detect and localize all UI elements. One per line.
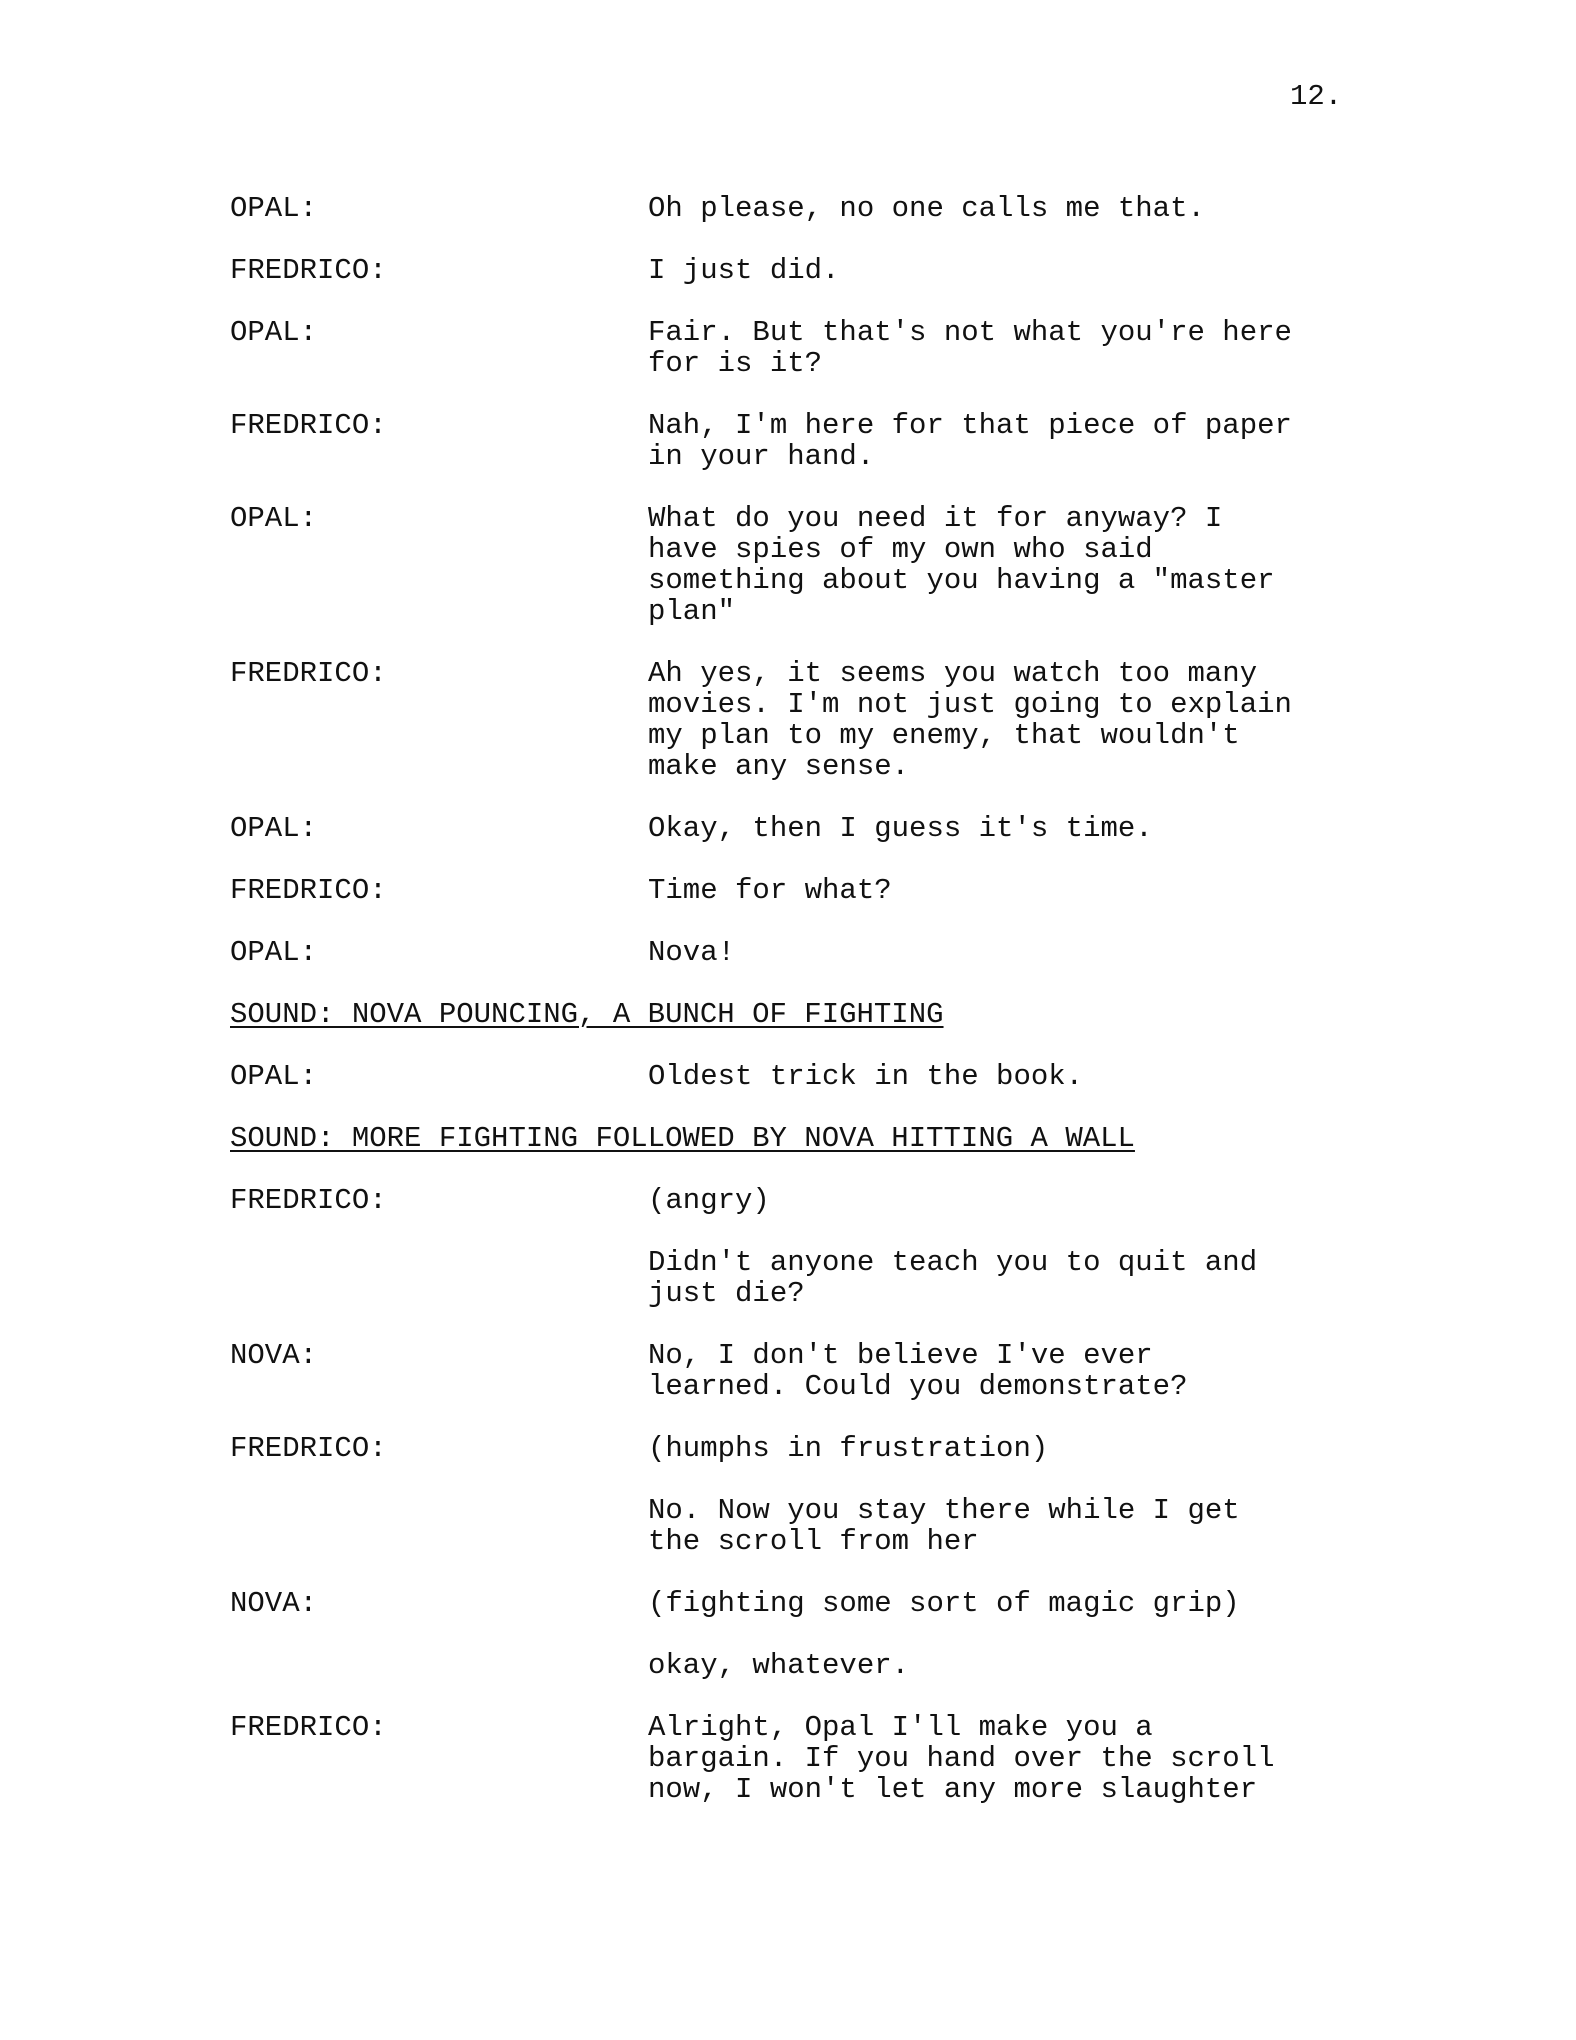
speaker-name: OPAL: xyxy=(230,936,318,969)
speaker-name: OPAL: xyxy=(230,316,318,349)
dialogue-entry xyxy=(230,875,1370,906)
dialogue-entry xyxy=(230,658,1370,782)
dialogue-line: Didn't anyone teach you to quit and just die? xyxy=(648,1246,1258,1310)
page-number: 12. xyxy=(1290,80,1343,113)
speaker-name: FREDRICO: xyxy=(230,409,387,442)
dialogue-entry xyxy=(230,1340,1370,1402)
dialogue-entry xyxy=(230,937,1370,968)
dialogue-line: Oh please, no one calls me that. xyxy=(648,192,1205,225)
script-body xyxy=(230,193,1370,1836)
dialogue-line: I just did. xyxy=(648,254,840,287)
dialogue-entry xyxy=(230,1433,1370,1464)
parenthetical-line: (angry) xyxy=(648,1184,770,1217)
dialogue-line: Fair. But that's not what you're here for is it? xyxy=(648,316,1292,380)
dialogue-line: Nah, I'm here for that piece of paper in your hand. xyxy=(648,409,1292,473)
speaker-name: NOVA: xyxy=(230,1587,318,1620)
dialogue-entry xyxy=(230,1061,1370,1092)
dialogue-line: Ah yes, it seems you watch too many movies. I'm not just going to explain my plan to my enemy, that wouldn't make any sense. xyxy=(648,657,1292,783)
dialogue-line: Time for what? xyxy=(648,874,892,907)
dialogue-line: What do you need it for anyway? I have spies of my own who said something about you having a "master plan" xyxy=(648,502,1275,628)
speaker-name: FREDRICO: xyxy=(230,254,387,287)
speaker-name xyxy=(230,1650,648,1681)
speaker-name: NOVA: xyxy=(230,1339,318,1372)
dialogue-line: Okay, then I guess it's time. xyxy=(648,812,1153,845)
speaker-name: FREDRICO: xyxy=(230,1184,387,1217)
dialogue-line: okay, whatever. xyxy=(648,1649,910,1682)
speaker-name: OPAL: xyxy=(230,502,318,535)
dialogue-entry xyxy=(230,193,1370,224)
sound-cue: SOUND: MORE FIGHTING FOLLOWED BY NOVA HITTING A WALL xyxy=(230,1122,1135,1155)
speaker-name: OPAL: xyxy=(230,192,318,225)
dialogue-entry xyxy=(230,1185,1370,1216)
speaker-name: FREDRICO: xyxy=(230,657,387,690)
dialogue-entry xyxy=(230,317,1370,379)
dialogue-entry xyxy=(230,255,1370,286)
dialogue-entry xyxy=(230,1588,1370,1619)
parenthetical-line: (humphs in frustration) xyxy=(648,1432,1049,1465)
speaker-name xyxy=(230,1495,648,1557)
speaker-name: OPAL: xyxy=(230,1060,318,1093)
parenthetical-line: (fighting some sort of magic grip) xyxy=(648,1587,1240,1620)
dialogue-entry xyxy=(230,1650,1370,1681)
sound-cue: SOUND: NOVA POUNCING, A BUNCH OF FIGHTING xyxy=(230,998,944,1031)
dialogue-line: No, I don't believe I've ever learned. Could you demonstrate? xyxy=(648,1339,1188,1403)
dialogue-line: Oldest trick in the book. xyxy=(648,1060,1084,1093)
dialogue-line: Alright, Opal I'll make you a bargain. If you hand over the scroll now, I won't let any more slaughter xyxy=(648,1711,1275,1806)
dialogue-entry xyxy=(230,503,1370,627)
dialogue-entry xyxy=(230,813,1370,844)
speaker-name: FREDRICO: xyxy=(230,1711,387,1744)
dialogue-line: No. Now you stay there while I get the scroll from her xyxy=(648,1494,1240,1558)
dialogue-line: Nova! xyxy=(648,936,736,969)
speaker-name xyxy=(230,1247,648,1309)
speaker-name: OPAL: xyxy=(230,812,318,845)
dialogue-entry xyxy=(230,1712,1370,1805)
dialogue-entry xyxy=(230,1495,1370,1557)
speaker-name: FREDRICO: xyxy=(230,1432,387,1465)
dialogue-entry xyxy=(230,410,1370,472)
speaker-name: FREDRICO: xyxy=(230,874,387,907)
dialogue-entry xyxy=(230,1247,1370,1309)
